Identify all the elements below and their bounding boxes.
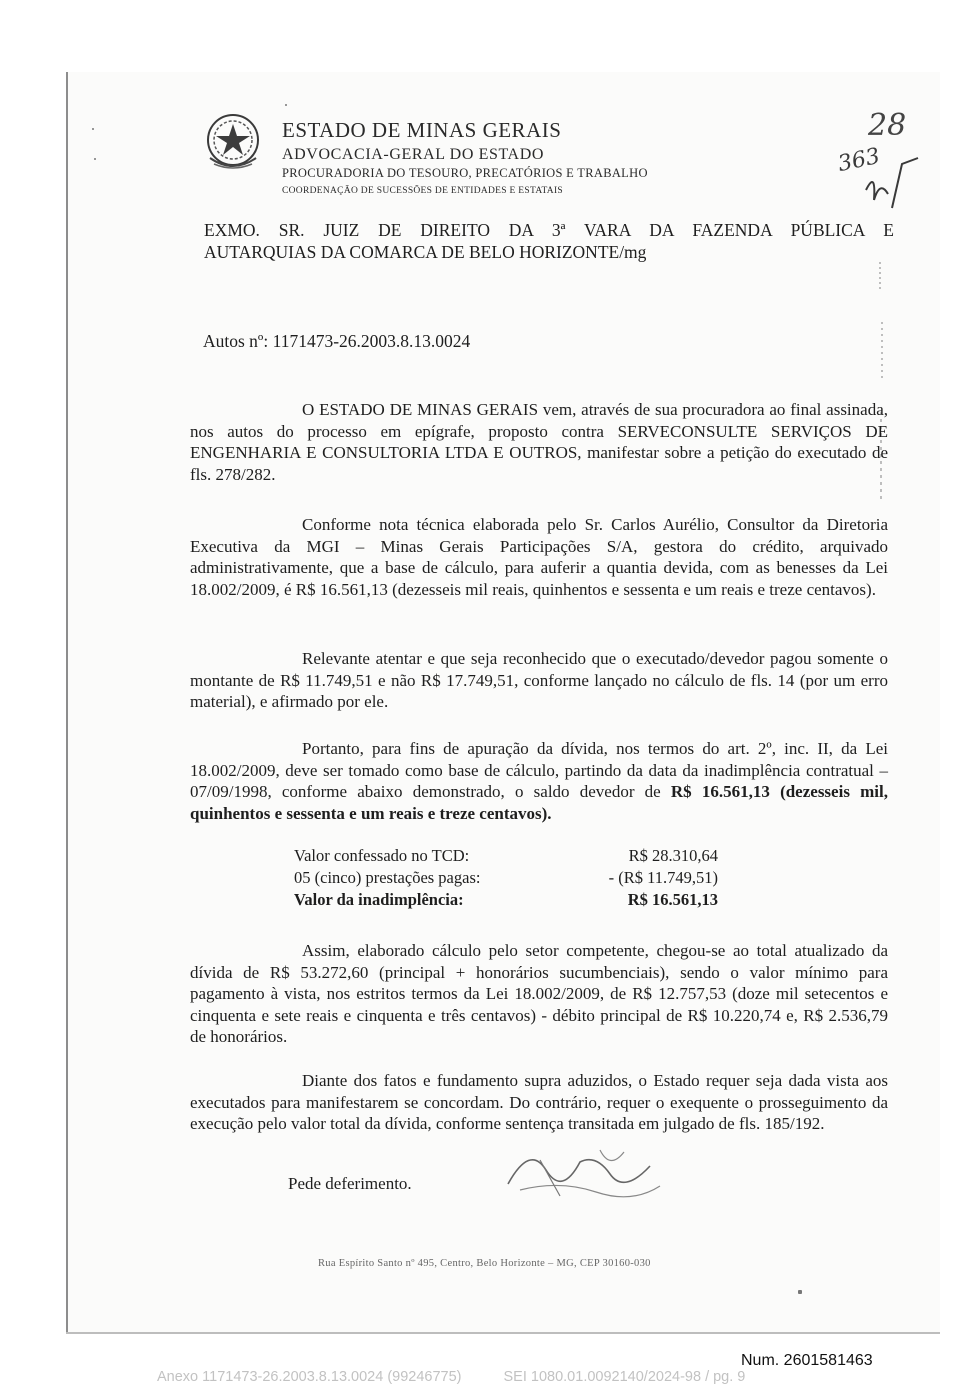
footer-address: Rua Espírito Santo nº 495, Centro, Belo Horizonte – MG, CEP 30160-030	[318, 1258, 651, 1269]
paragraph-technical-note: Conforme nota técnica elaborada pelo Sr. Carlos Aurélio, Consultor da Diretoria Executiva da MGI – Minas Gerais Participações S/A, gestora do crédito, arquivado administrativamente, que a base de cálculo, para auferir a quantia devida, com as benesses da Lei 18.002/2009, é R$ 16.561,13 (dezesseis mil reais, quinhentos e sessenta e um reais e treze centavos).	[190, 515, 888, 599]
handwritten-page-mark: 28	[868, 108, 907, 143]
header-coordination: COORDENAÇÃO DE SUCESSÕES DE ENTIDADES E ESTATAIS	[282, 186, 563, 196]
sei-reference: SEI 1080.01.0092140/2024-98 / pg. 9	[503, 1369, 746, 1385]
paragraph-calculation-start: Portanto, para fins de apuração da dívida, nos termos do art. 2º, inc. II, da Lei 18.002/2009, deve ser tomado como base de cálculo, partindo da data da inadimplência contratual – 07/09/1998, conforme abaixo demonstrado, o saldo devedor de	[190, 739, 888, 801]
calculation-row	[294, 890, 724, 912]
scan-left-edge	[66, 72, 68, 1334]
paragraph-intro: O ESTADO DE MINAS GERAIS vem, através de sua procuradora ao final assinada, nos autos do processo em epígrafe, proposto contra SERVECONSULTE SERVIÇOS DE ENGENHARIA E CONSULTORIA LTDA E OUTROS, manifestar sobre a petição do executado de fls. 278/282.	[190, 400, 888, 484]
case-value: 1171473-26.2003.8.13.0024	[272, 331, 471, 351]
calculation-label: 05 (cinco) prestações pagas:	[294, 868, 481, 887]
handwritten-initials-icon	[862, 150, 922, 216]
scan-speck	[798, 1290, 802, 1294]
addressee-line-1: EXMO. SR. JUIZ DE DIREITO DA 3ª VARA DA FAZENDA PÚBLICA E	[204, 220, 894, 240]
calculation-value: R$ 16.561,13	[627, 890, 718, 909]
scan-speck	[94, 158, 96, 160]
header-state: ESTADO DE MINAS GERAIS	[282, 118, 562, 142]
addressee-line-2: AUTARQUIAS DA COMARCA DE BELO HORIZONTE/mg	[204, 242, 647, 262]
scan-speck	[92, 128, 94, 130]
closing-phrase: Pede deferimento.	[288, 1174, 412, 1193]
coat-of-arms-icon	[204, 112, 262, 174]
signature-icon	[500, 1140, 670, 1202]
outstanding-balance-amount: R$ 16.561,13	[670, 782, 770, 801]
scan-bottom-edge	[66, 1332, 940, 1334]
paragraph-calculation-basis	[190, 738, 888, 824]
header-agency: ADVOCACIA-GERAL DO ESTADO	[282, 146, 544, 163]
paragraph-updated-total: Assim, elaborado cálculo pelo setor competente, chegou-se ao total atualizado da dívida de R$ 53.272,60 (principal + honorários sucumbenciais), sendo o valor mínimo para pagamento à vista, nos estritos termos da Lei 18.002/2009, de R$ 12.757,53 (doze mil setecentos e cinquenta e sete reais e cinquenta e três centavos) - débito principal de R$ 10.220,74 e, R$ 2.536,79 de honorários.	[190, 941, 888, 1046]
scan-speck	[285, 104, 287, 106]
calculation-row	[294, 846, 724, 868]
calculation-row	[294, 868, 724, 890]
paragraph-payment: Relevante atentar e que seja reconhecido que o executado/devedor pagou somente o montante de R$ 11.749,51 e não R$ 17.749,51, conforme lançado no cálculo de fls. 14 (por um erro material), e afirmado por ele.	[190, 649, 888, 711]
annex-reference: Anexo 1171473-26.2003.8.13.0024 (99246775)	[157, 1369, 462, 1385]
sei-stamp	[157, 1369, 745, 1385]
paragraph-request: Diante dos fatos e fundamento supra aduzidos, o Estado requer seja dada vista aos executados para manifestarem se concordam. Do contrário, requer o exequente o prosseguimento da execução pelo valor total da dívida, conforme sentença transitada em julgado de fls. 185/192.	[190, 1071, 888, 1133]
outstanding-balance-words: (dezesseis mil, quinhentos e sessenta e um reais e treze centavos).	[190, 782, 888, 823]
case-number	[203, 331, 470, 352]
header-department: PROCURADORIA DO TESOURO, PRECATÓRIOS E TRABALHO	[282, 166, 648, 180]
calculation-label: Valor da inadimplência:	[294, 890, 464, 909]
calculation-label: Valor confessado no TCD:	[294, 846, 470, 865]
calculation-value: - (R$ 11.749,51)	[608, 868, 718, 887]
case-label: Autos nº:	[203, 331, 269, 351]
document-number: Num. 2601581463	[741, 1352, 873, 1369]
calculation-value: R$ 28.310,64	[628, 846, 718, 865]
handwritten-folio-mark: 363	[835, 143, 883, 178]
